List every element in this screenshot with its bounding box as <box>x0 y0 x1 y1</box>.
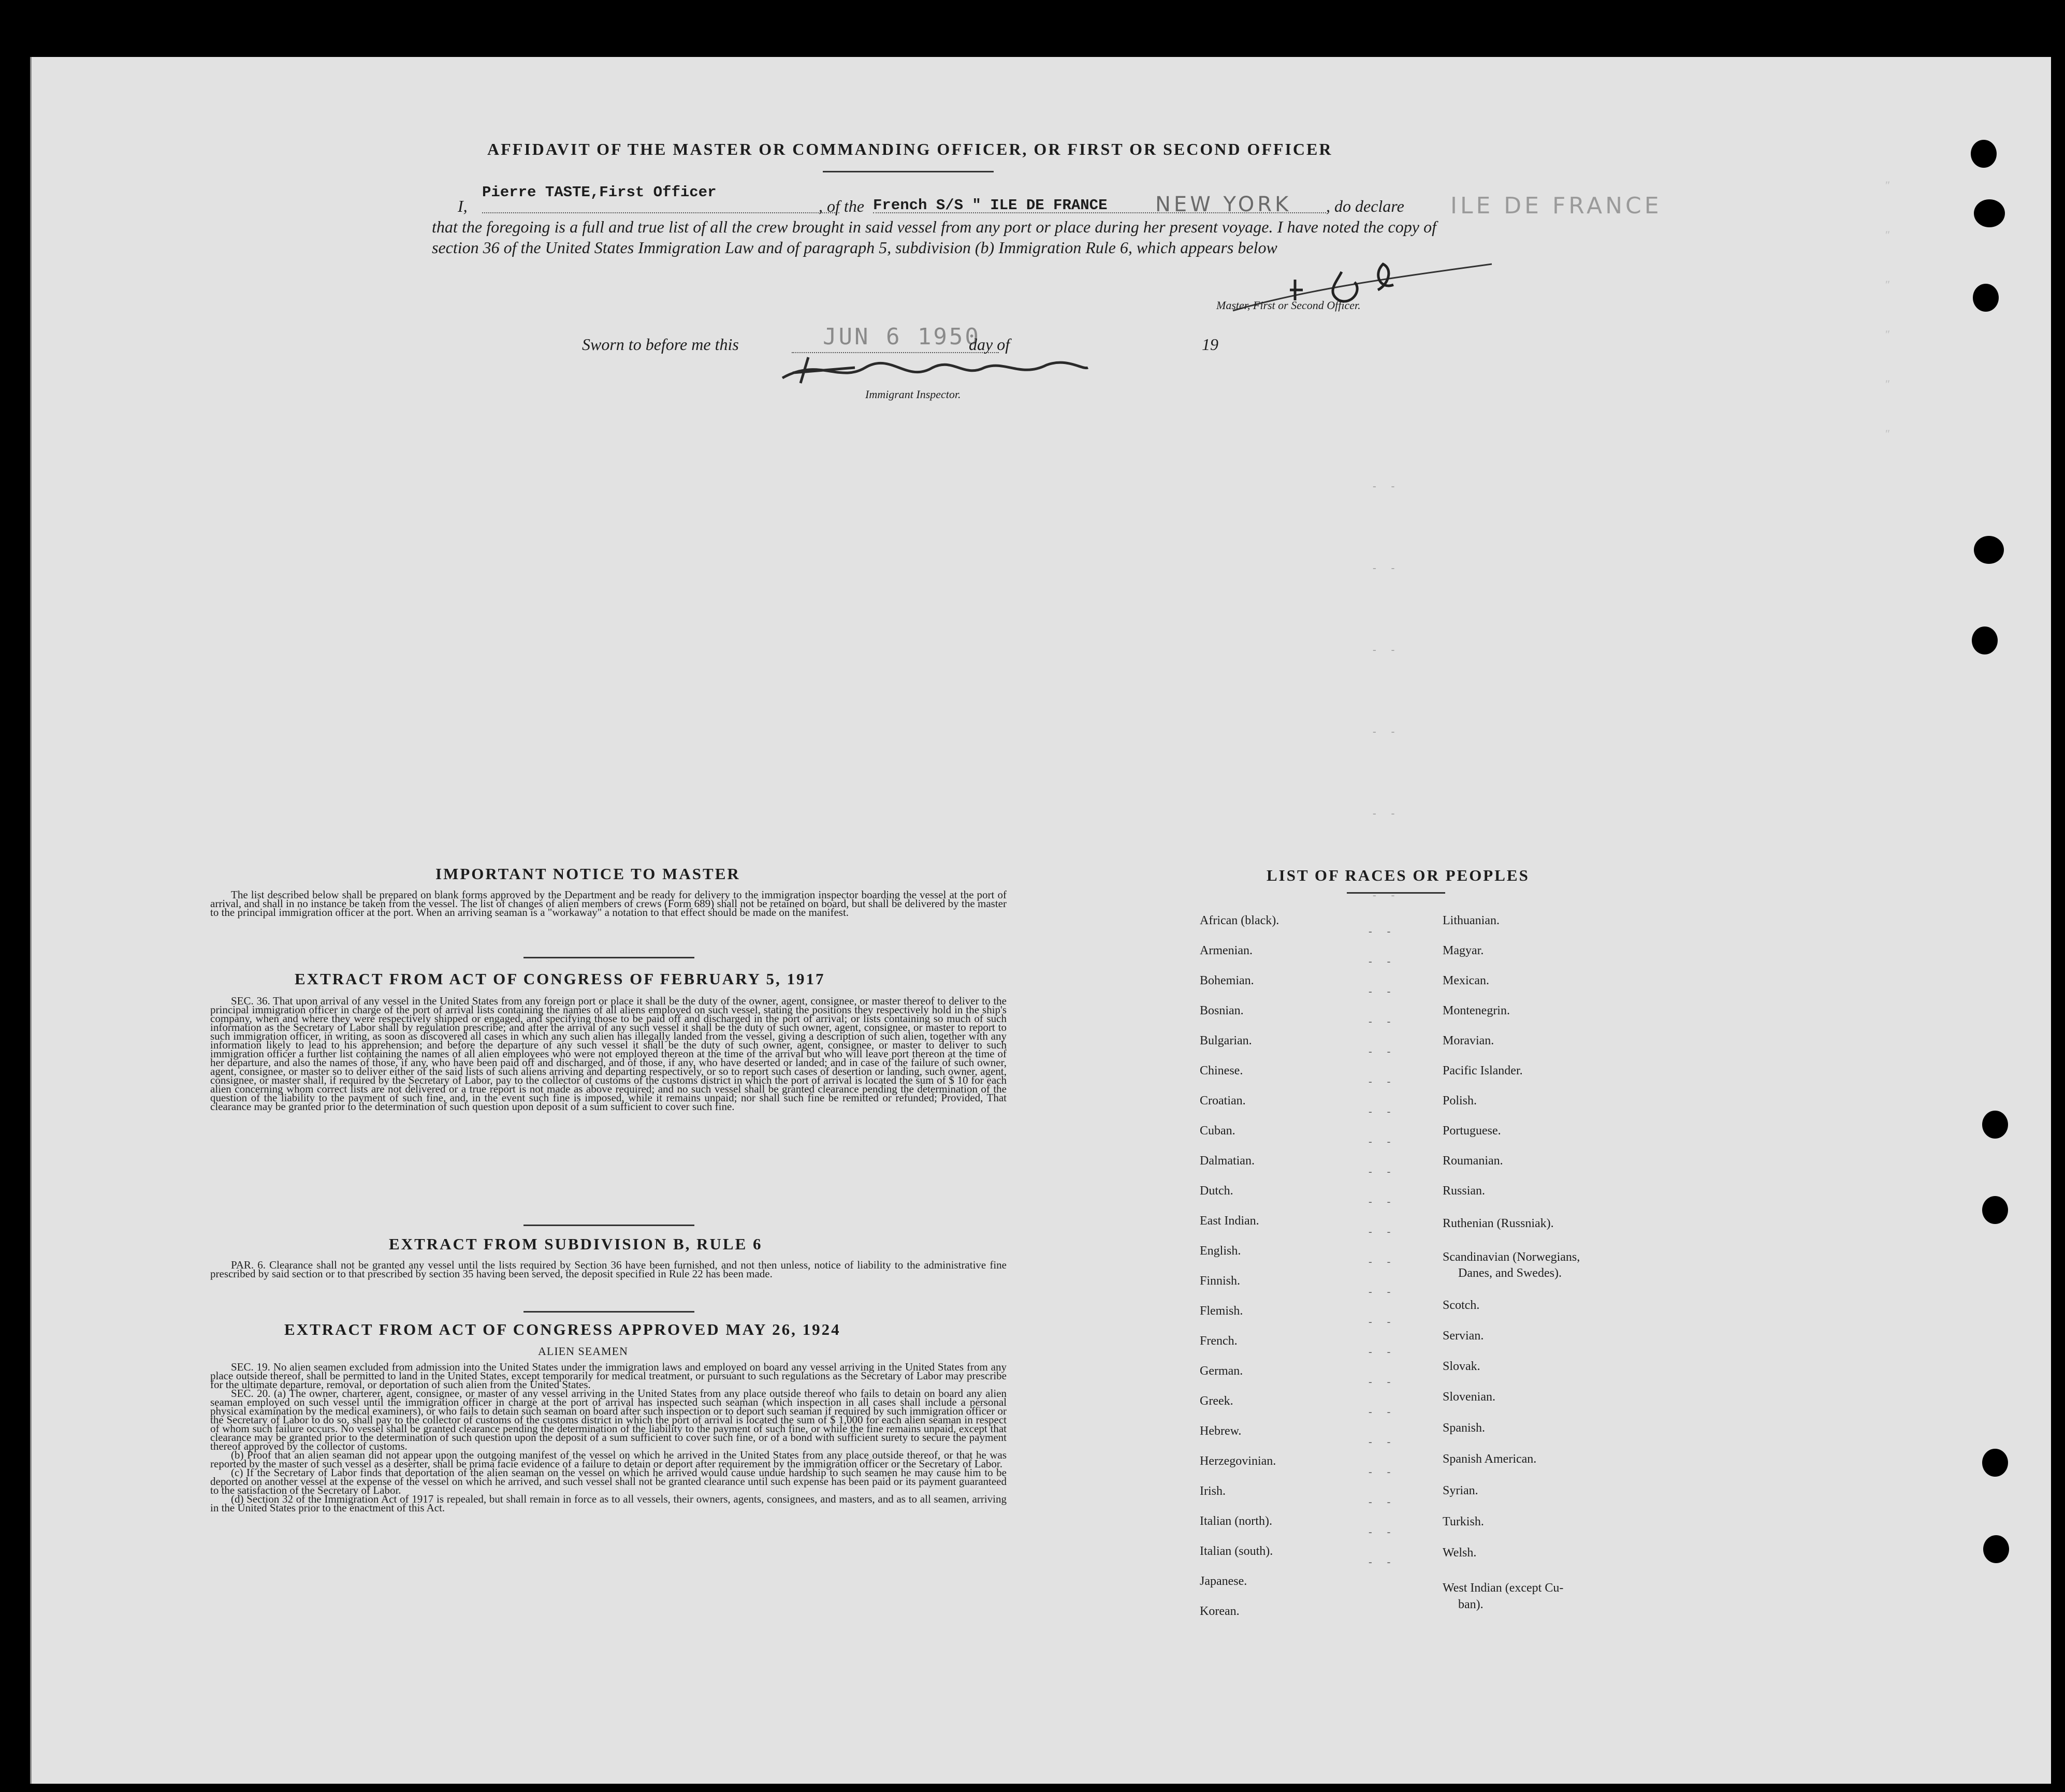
race-item: Irish. <box>1200 1484 1226 1498</box>
race-item: Greek. <box>1200 1394 1233 1408</box>
race-item: German. <box>1200 1364 1243 1378</box>
races-title: LIST OF RACES OR PEOPLES <box>1267 866 1530 884</box>
race-item: Portuguese. <box>1443 1124 1501 1138</box>
race-item: Turkish. <box>1443 1515 1484 1528</box>
signer-caption: Master, First or Second Officer. <box>1216 299 1361 312</box>
race-item: Danes, and Swedes). <box>1458 1266 1562 1280</box>
affidavit-do-declare: , do declare <box>1326 197 1404 215</box>
punch-hole <box>1974 199 2005 227</box>
extract-1917-title: EXTRACT FROM ACT OF CONGRESS OF FEBRUARY 5, 1917 <box>295 970 825 988</box>
race-item: Cuban. <box>1200 1124 1235 1138</box>
race-item: West Indian (except Cu- <box>1443 1581 1564 1595</box>
race-item: Croatian. <box>1200 1094 1246 1108</box>
race-item: Dalmatian. <box>1200 1154 1255 1168</box>
year-text: 19 <box>1202 335 1218 354</box>
extract-1924-title: EXTRACT FROM ACT OF CONGRESS APPROVED MAY 26, 1924 <box>284 1320 841 1338</box>
punch-hole <box>1982 1111 2008 1139</box>
race-item: Chinese. <box>1200 1064 1243 1077</box>
vessel-typed-name: French S/S " ILE DE FRANCE <box>873 197 1108 214</box>
race-item: Polish. <box>1443 1094 1477 1108</box>
race-item: Scandinavian (Norwegians, <box>1443 1250 1580 1264</box>
race-item: Spanish. <box>1443 1421 1486 1435</box>
race-item: Lithuanian. <box>1443 914 1500 927</box>
race-item: Russian. <box>1443 1184 1486 1198</box>
race-item: Hebrew. <box>1200 1424 1242 1438</box>
race-item: Dutch. <box>1200 1184 1233 1198</box>
inspector-caption: Immigrant Inspector. <box>865 388 961 401</box>
upper-dashes: - - - - - - - - - - - - <box>1373 480 1401 901</box>
punch-hole <box>1973 284 1999 312</box>
race-item: Herzegovinian. <box>1200 1454 1276 1468</box>
race-item: Flemish. <box>1200 1304 1243 1318</box>
extract-1917-text: SEC. 36. That upon arrival of any vessel in the United States from any foreign port or place it shall be the duty of the owner, agent, consignee, or master thereof to deliver to the principal immigration officer in charge of the port of arrival lists containing the names of all aliens employed on such vessel, stating the positions they respectively hold in the ship's company, when and where they were respectively shipped or engaged, and specifying those to be paid off and discharged in the port of arrival; or lists containing so much of such information as the Secretary of Labor shall by regulation prescribe; and after the arrival of any such vessel it shall be the duty of such owner, agent, consignee, or master to report to such immigration officer, in writing, as soon as discovered all cases in which any such alien has illegally landed from the vessel, giving a description of such alien, together with any information likely to lead to his apprehension; and before the departure of any such vessel it shall be the duty of such owner, agent, consignee, or master to deliver to such immigration officer a further list containing the names of all alien employees who were not employed thereon at the time of the arrival but who will leave port thereon at the time of her departure, and also the names of those, if any, who have been paid off and discharged, and of those, if any, who have deserted or landed; and in case of the failure of such owner, agent, consignee, or master so to deliver either of the said lists of such aliens arriving and departing respectively, or so to report such cases of desertion or landing, such owner, agent, consignee, or master shall, if required by the Secretary of Labor, pay to the collector of customs of the customs district in which the port of arrival is located the sum of $ 10 for each alien concerning whom correct lists are not delivered or a true report is not made as above required; and no such vessel shall be granted clearance pending the determination of the question of the liability to the payment of such fine, and, in the event such fine is imposed, while it remains unpaid; nor shall such fine be remitted or refunded; Provided, That clearance may be granted prior to the determination of such question upon deposit of a sum sufficient to cover such fine. <box>210 995 1007 1113</box>
race-item: East Indian. <box>1200 1214 1259 1228</box>
race-item: Moravian. <box>1443 1034 1494 1047</box>
punch-hole <box>1982 1449 2008 1477</box>
race-item: Bosnian. <box>1200 1004 1244 1017</box>
bleed-through-marks: ″ ″ ″ ″ ″ ″ <box>1885 179 1891 440</box>
affidavit-of-the: , of the <box>819 197 864 215</box>
race-item: Ruthenian (Russniak). <box>1443 1217 1554 1230</box>
race-item: Japanese. <box>1200 1575 1247 1588</box>
extract-1917-rule <box>523 1225 694 1226</box>
affidavit-title: AFFIDAVIT OF THE MASTER OR COMMANDING OFFICER, OR FIRST OR SECOND OFFICER <box>487 140 1333 158</box>
race-item: African (black). <box>1200 914 1279 927</box>
race-item: Finnish. <box>1200 1274 1241 1288</box>
extract-1924-text: SEC. 19. No alien seamen excluded from admission into the United States under the immigration laws and employed on board any vessel arriving in the United States from any place outside thereof, shall be permitted to land in the United States, except temporarily for medical treatment, or pursuant to such regulations as the Secretary of Labor may prescribe for the ultimate departure, removal, or deportation of such alien from the United States. SEC. 20. (a) The owner, charterer, agent, consignee, or master of any vessel arriving in the United States from any place outside thereof who fails to detain on board any alien seaman employed on such vessel until the immigration officer in charge at the port of arrival has inspected such seaman (which inspection in all cases shall include a personal physical examination by the medical examiners), or who fails to detain such seaman on board after such inspection or to deport such seaman if required by such immigration officer or the Secretary of Labor to do so, shall pay to the collector of customs of the customs district in which the port of arrival is located the sum of $ 1,000 for each alien seaman in respect of whom such failure occurs. No vessel shall be granted clearance pending the determination of the liability to the payment of such fine, or while the fine remains unpaid, except that clearance may be granted prior to the determination of such question upon the deposit of a sum sufficient to cover such fine, or of a bond with sufficient surety to secure the payment thereof approved by the collector of customs. (b) Proof that an alien seaman did not appear upon the outgoing manifest of the vessel on which he arrived in the United States from any place outside thereof, or that he was reported by the master of such vessel as a deserter, shall be prima facie evidence of a failure to detain or deport after requirement by the immigration officer or the Secretary of Labor. (c) If the Secretary of Labor finds that deportation of the alien seaman on the vessel on which he arrived would cause undue hardship to such seamen he may cause him to be deported on another vessel at the expense of the vessel on which he arrived, and such vessel shall not be granted clearance until such expense has been paid or its payment guaranteed to the satisfaction of the Secretary of Labor. (d) Section 32 of the Immigration Act of 1917 is repealed, but shall remain in force as to all vessels, their owners, agents, consignees, and masters, and as to all seamen, arriving in the United States prior to the enactment of this Act. <box>210 1361 1007 1514</box>
race-item: Slovenian. <box>1443 1390 1495 1404</box>
race-item: Welsh. <box>1443 1546 1477 1560</box>
race-item: Italian (south). <box>1200 1545 1273 1558</box>
document-page <box>30 57 2051 1784</box>
race-item: Magyar. <box>1443 944 1484 957</box>
bleed-through-stamp: ILE DE FRANCE <box>1450 193 1662 219</box>
race-item: Bohemian. <box>1200 974 1254 987</box>
race-item: Mexican. <box>1443 974 1489 987</box>
race-item: Spanish American. <box>1443 1452 1537 1466</box>
race-item: Armenian. <box>1200 944 1253 957</box>
day-of-text: day of <box>969 335 1010 354</box>
notice-title: IMPORTANT NOTICE TO MASTER <box>435 865 740 883</box>
affidavit-body: that the foregoing is a full and true list of all the crew brought in said vessel from any port or place during her present voyage. I have noted the copy of section 36 of the United States Immigration Law and of paragraph 5, subdivision (b) Immigration Rule 6, which appears below <box>432 217 1436 257</box>
date-stamp: JUN 6 1950 <box>823 324 981 350</box>
race-item: Montenegrin. <box>1443 1004 1510 1017</box>
punch-hole <box>1971 140 1997 168</box>
race-item: Korean. <box>1200 1605 1240 1618</box>
affidavit-i: I, <box>458 197 468 215</box>
race-item: Roumanian. <box>1443 1154 1503 1168</box>
sworn-text: Sworn to before me this <box>582 335 739 354</box>
officer-name-line <box>482 212 839 213</box>
title-rule <box>823 171 994 172</box>
race-item: Servian. <box>1443 1329 1484 1343</box>
rule6-title: EXTRACT FROM SUBDIVISION B, RULE 6 <box>389 1235 763 1253</box>
alien-seamen-subtitle: ALIEN SEAMEN <box>538 1345 628 1358</box>
rule6-rule <box>523 1311 694 1313</box>
notice-text: The list described below shall be prepared on blank forms approved by the Department and be ready for delivery to the immigration inspector boarding the vessel at the port of arrival, and shall in no instance be taken from the vessel. The list of changes of alien members of crews (Form 689) shall not be retained on board, but shall be delivered by the master to the principal immigration officer at the port. When an arriving seaman is a "workaway" a notation to that effect should be made on the manifest. <box>210 888 1007 919</box>
race-item: English. <box>1200 1244 1241 1258</box>
officer-typed-name: Pierre TASTE,First Officer <box>482 184 717 201</box>
race-item: French. <box>1200 1334 1238 1348</box>
punch-hole <box>1982 1196 2008 1224</box>
race-item: Scotch. <box>1443 1299 1480 1312</box>
punch-hole <box>1972 627 1998 654</box>
inspector-signature <box>777 347 1098 394</box>
port-stamp: NEW YORK <box>1155 193 1292 216</box>
race-item: Italian (north). <box>1200 1514 1272 1528</box>
race-item: ban). <box>1458 1598 1484 1611</box>
officer-signature <box>1223 249 1513 326</box>
race-item: Bulgarian. <box>1200 1034 1252 1047</box>
punch-hole <box>1974 536 2004 564</box>
punch-hole <box>1983 1535 2009 1563</box>
race-item: Pacific Islander. <box>1443 1064 1523 1077</box>
rule6-text: PAR. 6. Clearance shall not be granted any vessel until the lists required by Section 36 have been furnished, and not then unless, notice of liability to the administrative fine prescribed by said section or to that prescribed by section 35 having been served, the deposit specified in Rule 22 has been made. <box>210 1259 1007 1280</box>
race-item: Syrian. <box>1443 1484 1478 1497</box>
race-item: Slovak. <box>1443 1360 1480 1373</box>
race-dashes: - - - - - - - - - - - - - - - - - - - - - - - - - - - - - - - - - - - - - - - - - - - - <box>1369 926 1397 1568</box>
notice-rule <box>523 957 694 958</box>
